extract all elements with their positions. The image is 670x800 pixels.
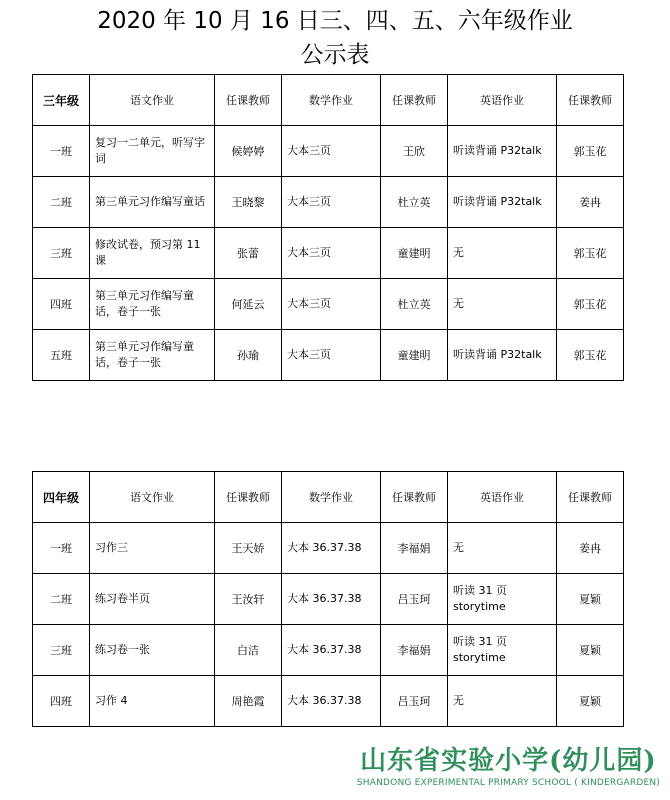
table-row bbox=[33, 625, 624, 676]
chinese-teacher-cell: 王天娇 bbox=[215, 523, 282, 574]
class-cell: 三班 bbox=[33, 625, 90, 676]
chinese-hw-header: 语文作业 bbox=[90, 75, 215, 126]
english-hw-header: 英语作业 bbox=[448, 472, 557, 523]
teacher-header: 任课教师 bbox=[381, 75, 448, 126]
math-hw-cell: 大本 36.37.38 bbox=[282, 625, 381, 676]
school-logo-cn: 山东省实验小学(幼儿园) bbox=[360, 746, 657, 776]
math-hw-cell: 大本三页 bbox=[282, 126, 381, 177]
chinese-hw-cell: 修改试卷，预习第 11 课 bbox=[90, 228, 215, 279]
teacher-header: 任课教师 bbox=[215, 472, 282, 523]
english-teacher-cell: 姜冉 bbox=[557, 523, 624, 574]
chinese-teacher-cell: 候婷婷 bbox=[215, 126, 282, 177]
school-logo-en: SHANDONG EXPERIMENTAL PRIMARY SCHOOL ( KINDERGARDEN) bbox=[356, 778, 660, 788]
grade-label: 四年级 bbox=[33, 472, 90, 523]
class-cell: 三班 bbox=[33, 228, 90, 279]
english-hw-cell: 听读背诵 P32talk bbox=[448, 126, 557, 177]
grade4-homework-table bbox=[32, 471, 624, 727]
english-teacher-cell: 夏颖 bbox=[557, 625, 624, 676]
class-cell: 二班 bbox=[33, 574, 90, 625]
table-row bbox=[33, 126, 624, 177]
class-cell: 二班 bbox=[33, 177, 90, 228]
math-teacher-cell: 吕玉珂 bbox=[381, 574, 448, 625]
math-hw-cell: 大本三页 bbox=[282, 228, 381, 279]
school-logo bbox=[357, 745, 660, 789]
math-hw-cell: 大本三页 bbox=[282, 177, 381, 228]
chinese-hw-cell: 练习卷半页 bbox=[90, 574, 215, 625]
grade-label: 三年级 bbox=[33, 75, 90, 126]
math-teacher-cell: 李福娟 bbox=[381, 523, 448, 574]
english-hw-header: 英语作业 bbox=[448, 75, 557, 126]
math-teacher-cell: 王欣 bbox=[381, 126, 448, 177]
english-teacher-cell: 郭玉花 bbox=[557, 330, 624, 381]
math-hw-header: 数学作业 bbox=[282, 75, 381, 126]
table-header-row bbox=[33, 472, 624, 523]
math-teacher-cell: 童建明 bbox=[381, 228, 448, 279]
page-subtitle: 公示表 bbox=[300, 42, 370, 68]
class-cell: 一班 bbox=[33, 126, 90, 177]
class-cell: 一班 bbox=[33, 523, 90, 574]
chinese-hw-cell: 习作三 bbox=[90, 523, 215, 574]
class-cell: 四班 bbox=[33, 279, 90, 330]
chinese-teacher-cell: 周艳霞 bbox=[215, 676, 282, 727]
chinese-teacher-cell: 王晓黎 bbox=[215, 177, 282, 228]
english-teacher-cell: 郭玉花 bbox=[557, 279, 624, 330]
english-hw-cell: 听读背诵 P32talk bbox=[448, 330, 557, 381]
english-teacher-cell: 郭玉花 bbox=[557, 228, 624, 279]
math-hw-cell: 大本三页 bbox=[282, 279, 381, 330]
english-teacher-cell: 夏颖 bbox=[557, 574, 624, 625]
table-row bbox=[33, 523, 624, 574]
english-teacher-cell: 郭玉花 bbox=[557, 126, 624, 177]
math-teacher-cell: 童建明 bbox=[381, 330, 448, 381]
english-hw-cell: 听读背诵 P32talk bbox=[448, 177, 557, 228]
math-hw-cell: 大本 36.37.38 bbox=[282, 523, 381, 574]
english-hw-cell: 听读 31 页 storytime bbox=[448, 625, 557, 676]
math-teacher-cell: 李福娟 bbox=[381, 625, 448, 676]
chinese-teacher-cell: 张蕾 bbox=[215, 228, 282, 279]
table-row bbox=[33, 228, 624, 279]
math-hw-cell: 大本 36.37.38 bbox=[282, 676, 381, 727]
chinese-teacher-cell: 王汝轩 bbox=[215, 574, 282, 625]
math-hw-header: 数学作业 bbox=[282, 472, 381, 523]
english-teacher-cell: 夏颖 bbox=[557, 676, 624, 727]
math-teacher-cell: 杜立英 bbox=[381, 177, 448, 228]
table-row bbox=[33, 676, 624, 727]
chinese-hw-cell: 复习一二单元，听写字词 bbox=[90, 126, 215, 177]
english-hw-cell: 无 bbox=[448, 279, 557, 330]
chinese-hw-cell: 第三单元习作编写童话 bbox=[90, 177, 215, 228]
english-hw-cell: 听读 31 页 storytime bbox=[448, 574, 557, 625]
table-row bbox=[33, 177, 624, 228]
table-row bbox=[33, 279, 624, 330]
english-hw-cell: 无 bbox=[448, 523, 557, 574]
math-hw-cell: 大本三页 bbox=[282, 330, 381, 381]
teacher-header: 任课教师 bbox=[557, 472, 624, 523]
chinese-teacher-cell: 孙瑜 bbox=[215, 330, 282, 381]
english-hw-cell: 无 bbox=[448, 228, 557, 279]
class-cell: 五班 bbox=[33, 330, 90, 381]
class-cell: 四班 bbox=[33, 676, 90, 727]
math-hw-cell: 大本 36.37.38 bbox=[282, 574, 381, 625]
chinese-teacher-cell: 何延云 bbox=[215, 279, 282, 330]
teacher-header: 任课教师 bbox=[557, 75, 624, 126]
english-hw-cell: 无 bbox=[448, 676, 557, 727]
chinese-teacher-cell: 白洁 bbox=[215, 625, 282, 676]
math-teacher-cell: 吕玉珂 bbox=[381, 676, 448, 727]
chinese-hw-cell: 第三单元习作编写童话，卷子一张 bbox=[90, 330, 215, 381]
table-header-row bbox=[33, 75, 624, 126]
table-row bbox=[33, 330, 624, 381]
teacher-header: 任课教师 bbox=[215, 75, 282, 126]
table-row bbox=[33, 574, 624, 625]
chinese-hw-cell: 第三单元习作编写童话，卷子一张 bbox=[90, 279, 215, 330]
chinese-hw-header: 语文作业 bbox=[90, 472, 215, 523]
chinese-hw-cell: 练习卷一张 bbox=[90, 625, 215, 676]
english-teacher-cell: 姜冉 bbox=[557, 177, 624, 228]
math-teacher-cell: 杜立英 bbox=[381, 279, 448, 330]
teacher-header: 任课教师 bbox=[381, 472, 448, 523]
page-title: 2020 年 10 月 16 日三、四、五、六年级作业 bbox=[97, 8, 573, 34]
grade3-homework-table bbox=[32, 74, 624, 381]
chinese-hw-cell: 习作 4 bbox=[90, 676, 215, 727]
